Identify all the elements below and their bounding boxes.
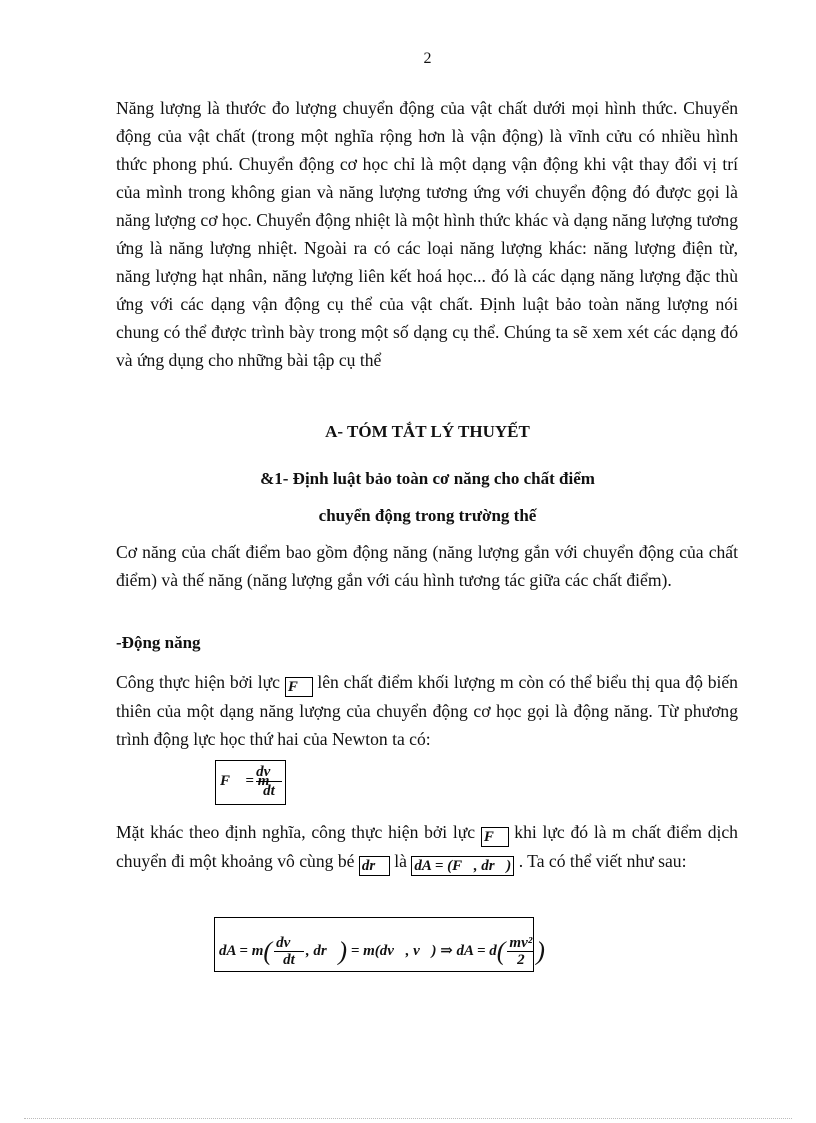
formula1-denominator: dt [263, 783, 275, 799]
p4-text-3: là [394, 851, 407, 871]
force-symbol-2: F⃗ [481, 827, 509, 847]
section-title: A- TÓM TẮT LÝ THUYẾT [325, 422, 530, 441]
page-number: 2 [423, 50, 432, 67]
formula2-paren-open-2: ( [496, 936, 506, 966]
formula2-fraction-1 [274, 935, 304, 968]
formula2-content [219, 935, 545, 968]
page-bottom-divider [24, 1118, 792, 1119]
formula2-part-a: dA = m [219, 942, 264, 959]
intro-paragraph: Năng lượng là thước đo lượng chuyển động của vật chất dưới mọi hình thức. Chuyển động của vật chất (trong một nghĩa rộng hơn là vận động) là vĩnh cửu có nhiều hình thức phong phú. Chuyển động cơ học chỉ là một dạng vận động khi vật thay đổi vị trí của mình trong không gian và năng lượng tương ứng với chuyển động đó được gọi là năng lượng cơ học. Chuyển động nhiệt là một hình thức khác và dạng năng lượng tương ứng là năng lượng nhiệt. Ngoài ra có các loại năng lượng khác: năng lượng điện từ, năng lượng hạt nhân, năng lượng liên kết hoá học... đó là các dạng năng lượng đặc thù ứng với các dạng vận động cụ thể của vật chất. Định luật bảo toàn năng lượng nói chung có thể được trình bày trong một số dạng cụ thể. Chúng ta sẽ xem xét các dạng đó và ứng dụng cho những bài tập cụ thể [116, 98, 738, 370]
formula2-part-c: = m(dv⃗, v⃗) ⇒ dA = d [350, 942, 497, 959]
work-definition-formula: dA = (F⃗, dr⃗) [411, 856, 514, 876]
formula2-paren-open: ( [263, 936, 273, 966]
formula2-paren-close: ) [338, 936, 348, 966]
p3-text-2: lên chất điểm khối lượng m còn có thể biểu thị qua độ biến thiên của một dạng năng lượng của chuyển động cơ học gọi là động năng. Từ phương trình động lực học thứ hai của Newton ta có: [116, 672, 738, 749]
formula2-frac1-den: dt [283, 952, 295, 968]
formula1-numerator: dv⃗ [256, 764, 282, 780]
p4-text-1: Mặt khác theo định nghĩa, công thực hiện bởi lực [116, 822, 476, 842]
formula2-frac2-den: 2 [517, 952, 525, 968]
formula2-fraction-2 [507, 935, 534, 968]
subsection-title-line2: chuyển động trong trường thế [318, 506, 537, 525]
p4-text-4: . Ta có thể viết như sau: [518, 851, 687, 871]
formula1-fraction [256, 763, 282, 800]
formula2-part-b: , dr⃗ [305, 942, 339, 959]
displacement-symbol: dr⃗ [359, 856, 390, 876]
subsection-title-line1: &1- Định luật bảo toàn cơ năng cho chất điểm [260, 469, 595, 488]
subheading-kinetic-energy: -Động năng [116, 633, 201, 652]
p3-text-1: Công thực hiện bởi lực [116, 672, 280, 692]
paragraph-mechanical-energy: Cơ năng của chất điểm bao gồm động năng (năng lượng gắn với chuyển động của chất điểm) và thế năng (năng lượng gắn với cáu hình tương tác giữa các chất điểm). [116, 542, 738, 590]
formula2-frac2-num: mv² [509, 935, 533, 951]
formula1-lhs: F⃗ = m [220, 773, 270, 789]
p4-text-2: khi lực đó là m chất điểm dịch chuyển đi một khoảng vô cùng bé [116, 822, 738, 871]
paragraph-work-definition [116, 818, 738, 876]
force-symbol: F⃗ [285, 677, 313, 697]
formula2-frac1-num: dv⃗ [276, 935, 302, 951]
newton-second-law-formula [215, 760, 286, 805]
formula2-paren-close-2: ) [536, 936, 545, 966]
paragraph-work-kinetic [116, 668, 738, 753]
work-energy-formula [214, 917, 545, 972]
